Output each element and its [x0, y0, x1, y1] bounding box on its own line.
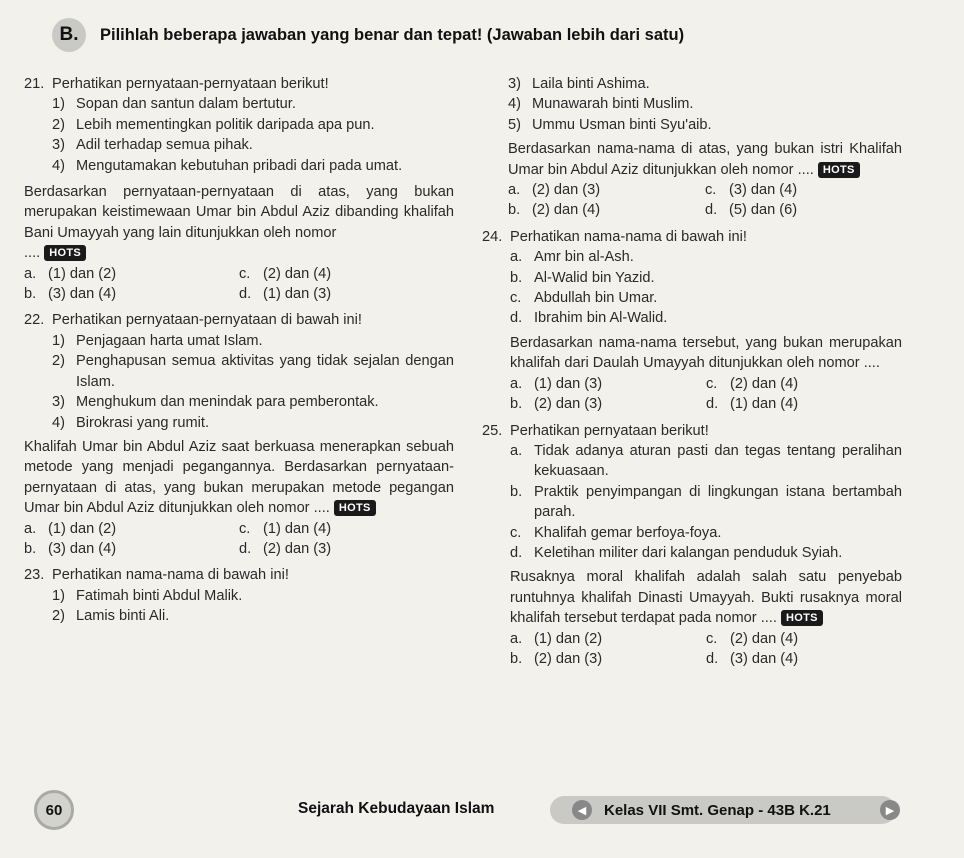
option-a[interactable]: a. (2) dan (3): [508, 182, 601, 199]
hots-badge: HOTS: [818, 162, 860, 178]
option-b[interactable]: b. (2) dan (3): [510, 650, 603, 667]
section-title: Pilihlah beberapa jawaban yang benar dan tepat! (Jawaban lebih dari satu): [100, 25, 685, 44]
subject-title: Sejarah Kebudayaan Islam: [298, 800, 495, 817]
question-prompt: Perhatikan pernyataan berikut!: [510, 422, 709, 439]
left-column: [24, 74, 454, 627]
question-23-continued: [508, 74, 902, 221]
option-b[interactable]: b. (3) dan (4): [24, 286, 117, 303]
option-b[interactable]: b. (3) dan (4): [24, 540, 117, 557]
arrow-left-icon: ◀: [572, 800, 592, 820]
question-23: [24, 565, 454, 626]
list-item: b. Praktik penyimpangan di lingkungan istana bertambah parah.: [510, 483, 902, 521]
hots-badge: HOTS: [781, 610, 823, 626]
option-d[interactable]: d. (3) dan (4): [706, 650, 799, 667]
list-item: 4) Mengutamakan kebutuhan pribadi dari pada umat.: [52, 157, 403, 174]
page-number: 60: [34, 790, 74, 830]
question-prompt: Perhatikan pernyataan-pernyataan berikut!: [52, 76, 329, 92]
answer-options: [24, 264, 454, 305]
answer-options: [24, 519, 454, 560]
option-c[interactable]: c. (2) dan (4): [239, 265, 332, 282]
question-paragraph: Berdasarkan pernyataan-pernyataan di atas, yang bukan merupakan keistimewaan Umar bin Abdul Aziz dibanding khalifah Bani Umayyah yang lain ditunjukkan oleh nomor .... HOTS: [24, 184, 454, 262]
option-d[interactable]: d. (2) dan (3): [239, 540, 332, 557]
list-item: c. Khalifah gemar berfoya-foya.: [510, 524, 722, 541]
list-item: 1) Sopan dan santun dalam bertutur.: [52, 96, 296, 113]
list-item: 4) Munawarah binti Muslim.: [508, 96, 694, 113]
arrow-right-icon: ▶: [880, 800, 900, 820]
list-item: 2) Lamis binti Ali.: [52, 608, 170, 625]
question-paragraph: Rusaknya moral khalifah adalah salah satu penyebab runtuhnya khalifah Dinasti Umayyah. Bukti rusaknya moral khalifah tersebut terdapat pada nomor .... HOTS: [510, 569, 902, 627]
list-item: 1) Penjagaan harta umat Islam.: [52, 332, 263, 349]
question-paragraph: Berdasarkan nama-nama tersebut, yang bukan merupakan khalifah dari Daulah Umayyah ditunjukkan oleh nomor ....: [510, 334, 902, 372]
question-number: 21.: [24, 76, 45, 92]
list-item: a. Tidak adanya aturan pasti dan tegas tentang peralihan kekuasaan.: [510, 442, 902, 480]
class-label: [550, 796, 896, 824]
option-b[interactable]: b. (2) dan (3): [510, 396, 603, 413]
answer-options: [482, 374, 902, 415]
question-number: 23.: [24, 567, 45, 584]
hots-badge: HOTS: [334, 500, 376, 516]
list-item: c. Abdullah bin Umar.: [510, 290, 658, 307]
option-d[interactable]: d. (5) dan (6): [705, 202, 798, 219]
option-c[interactable]: c. (2) dan (4): [706, 375, 799, 392]
list-item: d. Keletihan militer dari kalangan penduduk Syiah.: [510, 544, 843, 561]
option-d[interactable]: d. (1) dan (4): [706, 396, 799, 413]
answer-options: [508, 180, 902, 221]
question-24: [482, 227, 902, 415]
option-a[interactable]: a. (1) dan (2): [510, 630, 603, 647]
list-item: 4) Birokrasi yang rumit.: [52, 414, 210, 431]
class-text: Kelas VII Smt. Genap - 43B K.21: [604, 801, 831, 819]
option-a[interactable]: a. (1) dan (2): [24, 265, 117, 282]
option-c[interactable]: c. (3) dan (4): [705, 182, 798, 199]
option-a[interactable]: a. (1) dan (2): [24, 520, 117, 537]
question-prompt: Perhatikan nama-nama di bawah ini!: [510, 228, 747, 245]
question-22: [24, 310, 454, 559]
list-item: 2) Penghapusan semua aktivitas yang tidak sejalan dengan Islam.: [52, 353, 454, 390]
option-a[interactable]: a. (1) dan (3): [510, 375, 603, 392]
question-prompt: Perhatikan nama-nama di bawah ini!: [52, 567, 289, 584]
list-item: 3) Laila binti Ashima.: [508, 76, 650, 92]
list-item: a. Amr bin al-Ash.: [510, 249, 634, 266]
question-paragraph: Khalifah Umar bin Abdul Aziz saat berkuasa menerapkan sebuah metode yang menjadi pegangannya. Berdasarkan pernyataan-pernyataan di atas, yang bukan merupakan metode pegangan Umar bin Abdul Aziz ditunjukkan oleh nomor .... HOTS: [24, 438, 454, 517]
question-paragraph: Berdasarkan nama-nama di atas, yang bukan istri Khalifah Umar bin Abdul Aziz ditunjukkan oleh nomor .... HOTS: [508, 141, 902, 178]
section-header: [52, 18, 684, 52]
question-prompt: Perhatikan pernyataan-pernyataan di bawah ini!: [52, 312, 362, 329]
list-item: 2) Lebih mementingkan politik daripada apa pun.: [52, 116, 375, 133]
list-item: 5) Ummu Usman binti Syu'aib.: [508, 116, 712, 133]
option-b[interactable]: b. (2) dan (4): [508, 202, 601, 219]
question-number: 24.: [482, 228, 503, 245]
list-item: 3) Adil terhadap semua pihak.: [52, 137, 253, 154]
hots-badge: HOTS: [44, 245, 86, 261]
right-column: [482, 74, 902, 669]
question-number: 25.: [482, 422, 503, 439]
option-c[interactable]: c. (2) dan (4): [706, 630, 799, 647]
list-item: d. Ibrahim bin Al-Walid.: [510, 310, 668, 327]
question-21: [24, 74, 454, 304]
list-item: 3) Menghukum dan menindak para pemberontak.: [52, 394, 379, 411]
question-number: 22.: [24, 312, 45, 329]
page-footer: [0, 786, 964, 836]
option-d[interactable]: d. (1) dan (3): [239, 286, 332, 303]
answer-options: [482, 629, 902, 670]
section-badge: B.: [52, 18, 86, 52]
list-item: 1) Fatimah binti Abdul Malik.: [52, 587, 243, 604]
option-c[interactable]: c. (1) dan (4): [239, 520, 332, 537]
list-item: b. Al-Walid bin Yazid.: [510, 269, 655, 286]
question-25: [482, 421, 902, 670]
